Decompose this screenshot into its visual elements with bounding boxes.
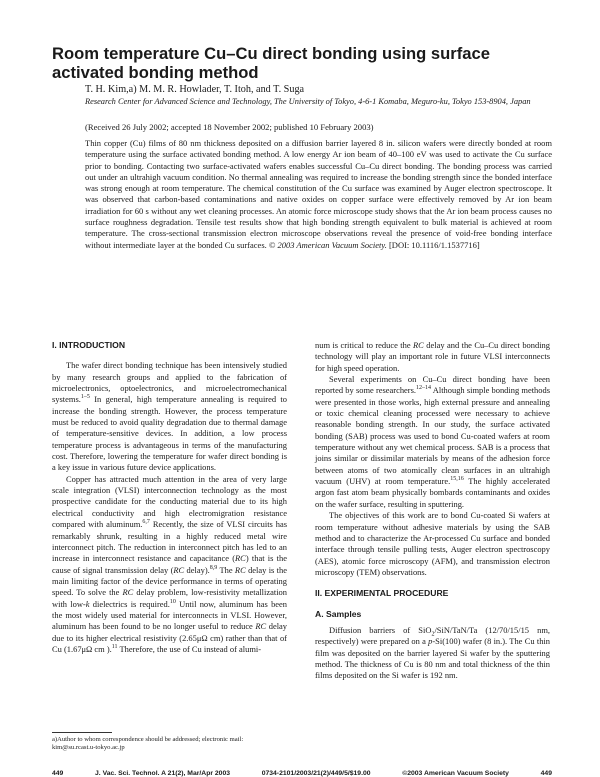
intro-paragraph-2: Copper has attracted much attention in the area of very large scale integration (VLSI) interconnection technology as the most prospective candidate for the conducting material due to its high electrical conductivity and high electromigration resistance compared with aluminum.$^{6,7}$ Recently, the size of VLSI circuits has remarkably shrunk, resulting in a highly reduced metal wire interconnect pitch. The reduction in interconnect pitch has led to an increase in interconnect resistance and capacitance (RC) that is the cause of signal transmission delay (RC delay).$^{8,9}$ The RC delay is the main limiting factor of the device performance in terms of operating speed. To solve the RC delay problem, low-resistivity metallization with low-k dielectrics is required.$^{10}$ Until now, aluminum has been the most widely used material for interconnects in VLSI. However, aluminum has been found to be no longer useful to reduce RC delay due to its higher electrical resistivity (2.65μΩ cm) rather than that of Cu (1.67μΩ cm ).$^{11}$ Therefore, the use of Cu instead of alumi-	[52, 473, 287, 654]
subsection-heading-samples: A. Samples	[315, 608, 362, 619]
section-heading-introduction: I. INTRODUCTION	[52, 340, 126, 350]
journal-citation: J. Vac. Sci. Technol. A 21(2), Mar/Apr 2003	[95, 770, 231, 777]
footnote-line-1: a)Author to whom correspondence should be addressed; electronic mail:	[52, 736, 244, 743]
intro-paragraph-3: Several experiments on Cu–Cu direct bonding have been reported by some researchers.$^{12-14}$ Although simple bonding methods were presented in those works, high external pressure and annealing or toxic chemical cleaning processed were necessary to achieve reasonable bonding strength. In our study, the surface activated bonding (SAB) process was used to bond Cu-coated wafers at room temperature without any wet chemical process. SAB is a process that joins similar or dissimilar materials by means of the adhesion force between atoms of two atomically clean surfaces in an ultrahigh vacuum (UHV) at room temperature.$^{15,16}$ The highly accelerated argon fast atom beam physically bombards contaminants and oxides on the wafer surface, resulting in sputtering.	[315, 374, 550, 509]
author-list: T. H. Kim,a) M. M. R. Howlader, T. Itoh, and T. Suga	[85, 84, 305, 95]
abstract-doi[interactable]: [DOI: 10.1116/1.1537716]	[388, 239, 480, 250]
footnote-email[interactable]: kim@su.rcast.u-tokyo.ac.jp	[52, 744, 125, 751]
abstract-text: Thin copper (Cu) films of 80 nm thickness deposited on a diffusion barrier layered 8 in. silicon wafers were directly bonded at room temperature using the surface activated bonding method. A low energy Ar ion beam of 40–100 eV was used to activate the Cu surface prior to bonding. Contacting two surface-activated wafers enables successful Cu–Cu direct bonding. The bonding process was carried out under an ultrahigh vacuum condition. No thermal annealing was required to increase the bonding strength since the bonded interface was strong enough at room temperature. The chemical constitution of the Cu surface was examined by Auger electron spectroscope. It was observed that carbon-based contaminations and native oxides on copper surface were effectively removed by Ar ion beam irradiation for 60 s without any wet cleaning processes. An atomic force microscope study shows that the Ar ion beam process causes no surface roughness degradation. Tensile test results show that high bonding strength equivalent to bulk material is achieved at room temperature. The cross-sectional transmission electron microscope observations reveal the presence of void-free bonding interface without intermediate layer at the bonded Cu surfaces.	[85, 138, 552, 250]
left-column	[52, 340, 287, 655]
article-code: 0734-2101/2003/21(2)/449/5/$19.00	[261, 770, 371, 777]
received-dates: (Received 26 July 2002; accepted 18 November 2002; published 10 February 2003)	[85, 122, 374, 132]
right-column	[315, 340, 550, 682]
affiliation: Research Center for Advanced Science and Technology, The University of Tokyo, 4-6-1 Komaba, Meguro-ku, Tokyo 153-8904, Japan	[85, 97, 531, 106]
intro-paragraph-1: The wafer direct bonding technique has been intensively studied by many research groups and applied to the fabrication of microelectronics, optoelectronics, and microelectromechanical systems.$^{1-5}$ In general, high temperature annealing is required to increase the bonding strength. However, the process temperature must be reduced to avoid quality degradation due to thermal damage of temperature-sensitive devices. In addition, a low process temperature process is advantageous in terms of the manufacturing cost. Therefore, lowering the temperature for wafer direct bonding is a key issue in various future device applications.	[52, 360, 287, 473]
footnote	[52, 736, 287, 752]
abstract	[85, 138, 552, 251]
section-heading-experimental: II. EXPERIMENTAL PROCEDURE	[315, 588, 449, 599]
footnote-rule	[52, 732, 112, 733]
footer-copyright: ©2003 American Vacuum Society	[402, 770, 509, 777]
samples-paragraph-1: Diffusion barriers of SiO$_2$/SiN/TaN/Ta (12/70/15/15 nm, respectively) were prepared on a p-Si(100) wafer (8 in.). The Cu thin film was deposited on the barrier layered Si wafer by the sputtering method. The thickness of Cu is 80 nm and total thickness of the thin films deposited on the Si wafer is 192 nm.	[315, 624, 551, 681]
intro-paragraph-2-cont: num is critical to reduce the RC delay and the Cu–Cu direct bonding technology will play an important role in future VLSI interconnects for high speed operation.	[315, 340, 550, 373]
paper-title: Room temperature Cu–Cu direct bonding using surface activated bonding method	[52, 44, 490, 82]
intro-paragraph-4: The objectives of this work are to bond Cu-coated Si wafers at room temperature without adhesive materials by using the SAB method and to characterize the Ar-processed Cu surface and bonded interface through tensile pulling tests, Auger electron spectroscopy (AES), atomic force microscopy (AFM), and transmission electron microscopy (TEM) observations.	[315, 510, 550, 577]
page-number-right: 449	[540, 770, 552, 777]
page-number-left: 449	[52, 770, 64, 777]
abstract-copyright: © 2003 American Vacuum Society.	[268, 239, 387, 250]
